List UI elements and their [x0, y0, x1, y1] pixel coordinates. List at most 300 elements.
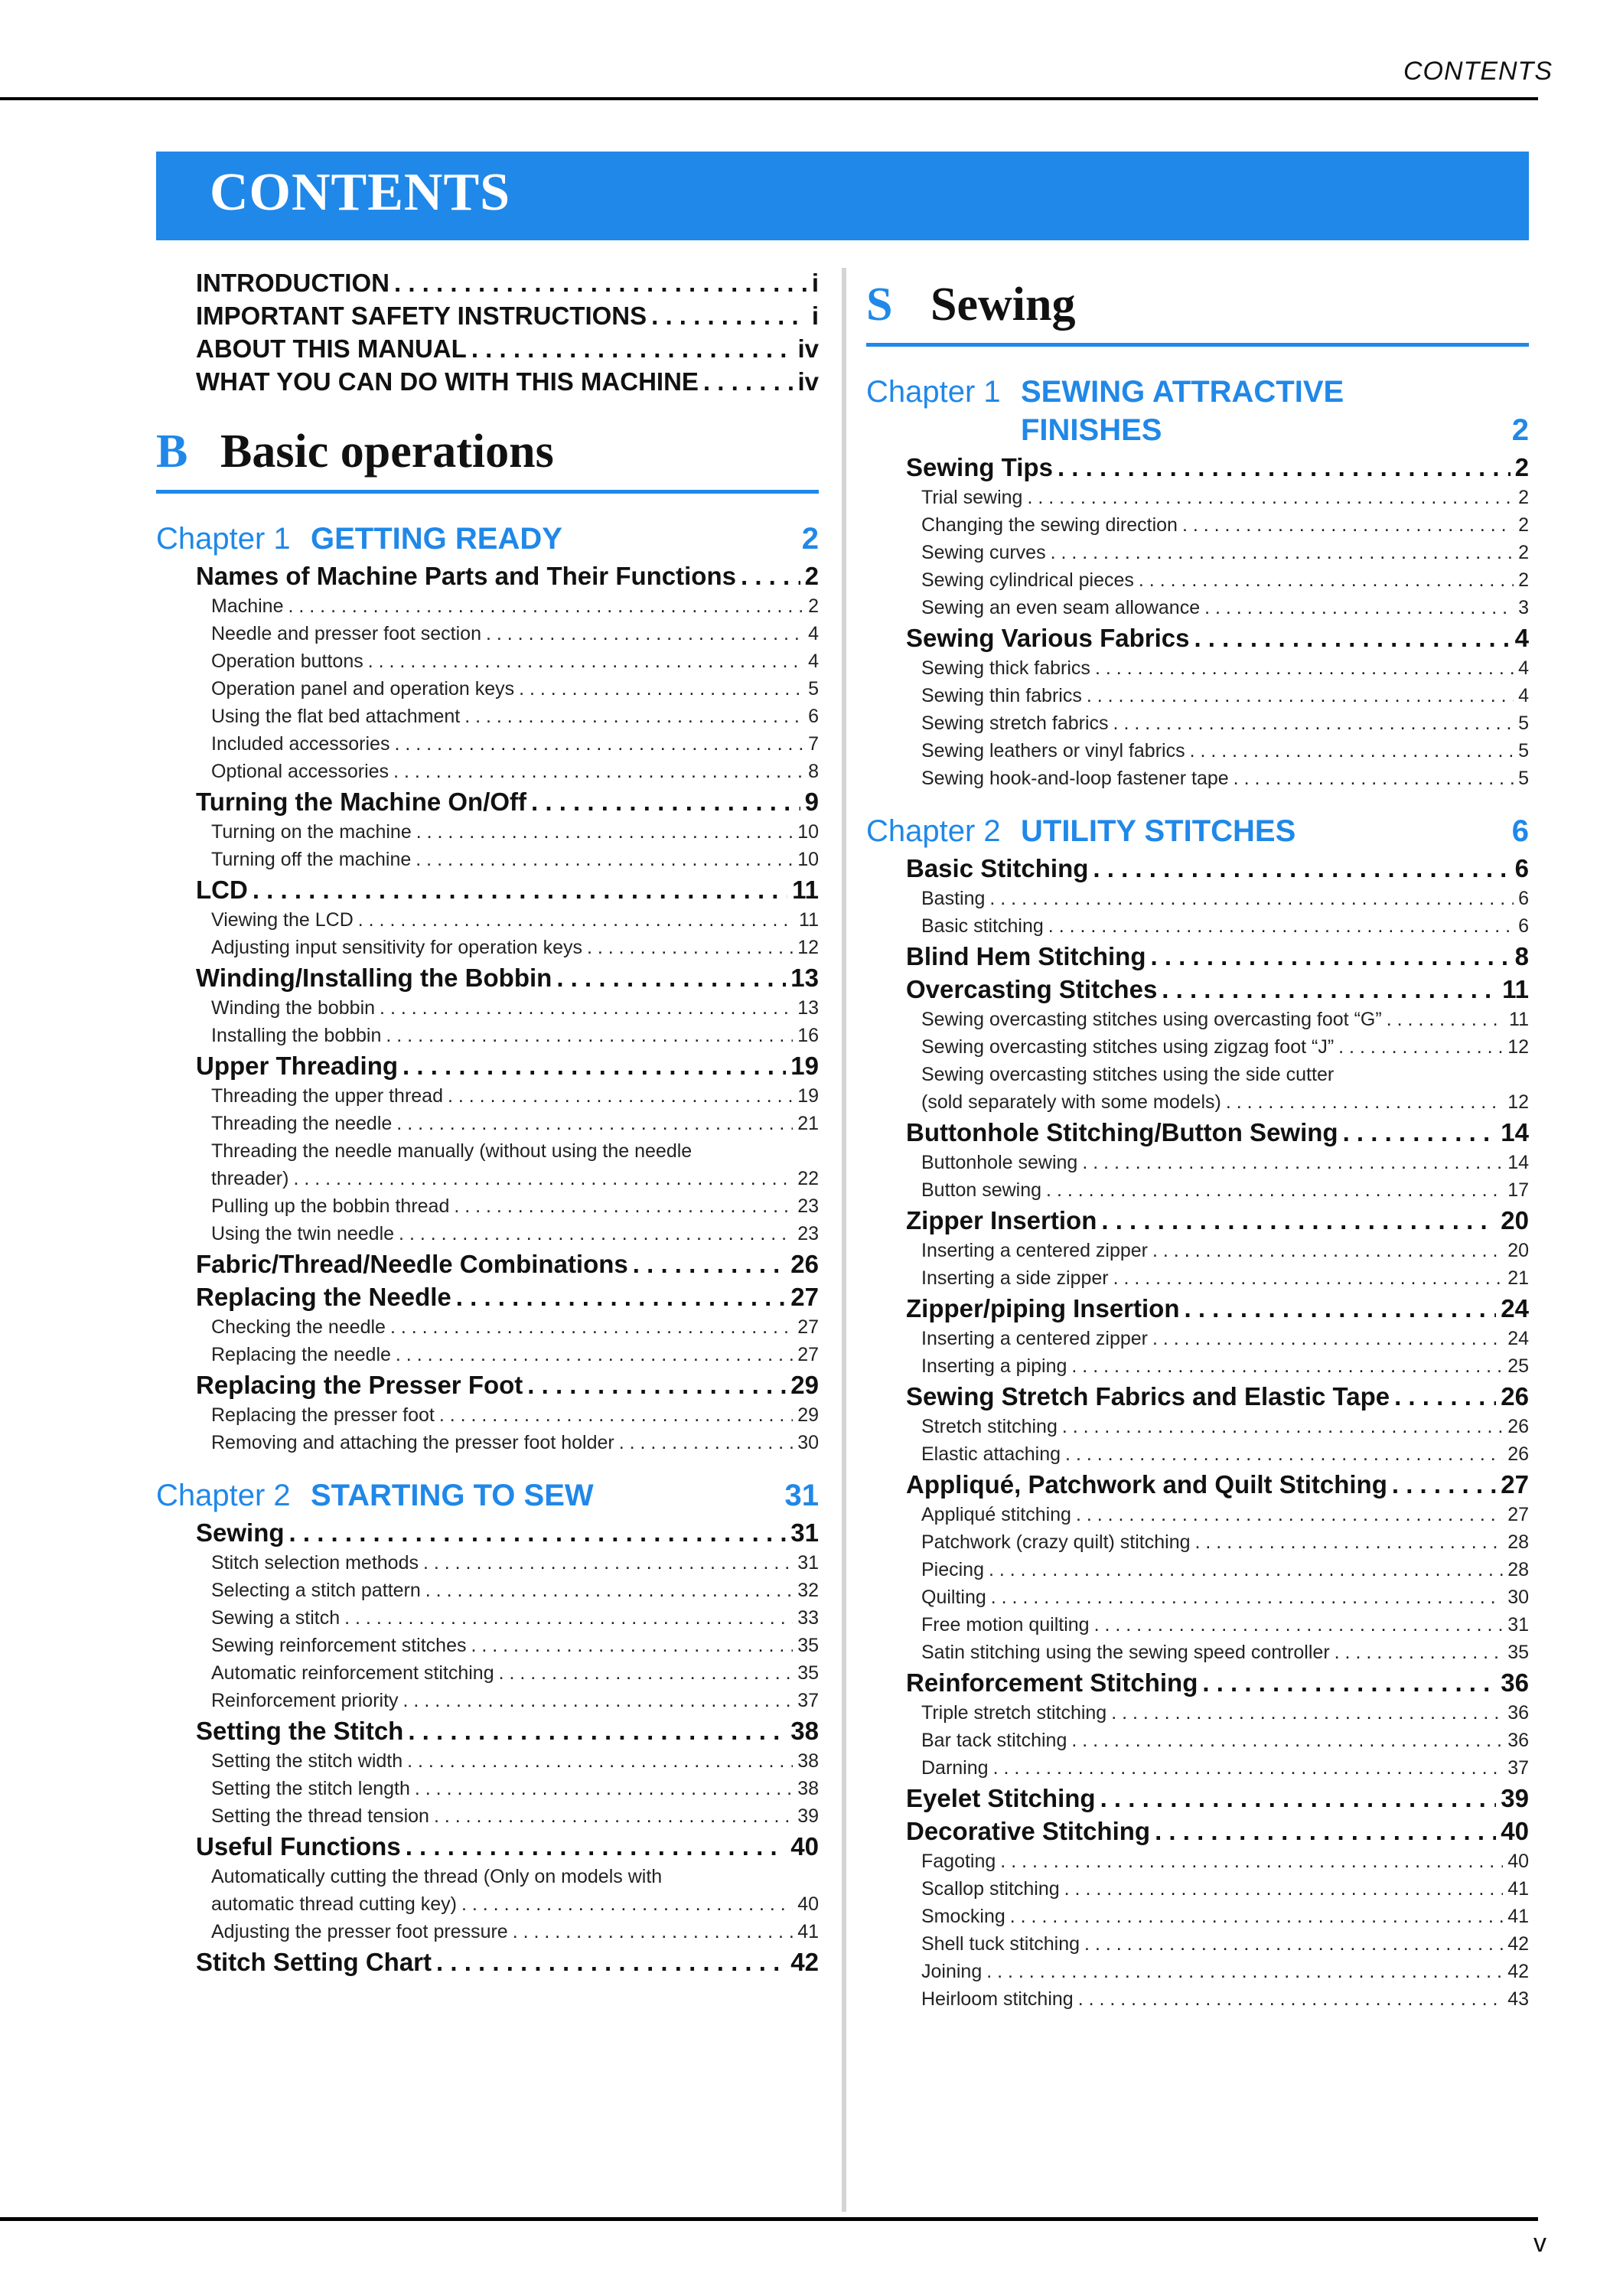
section-entry-page: 27 — [790, 1283, 819, 1311]
subsection-entry-page: 17 — [1507, 1179, 1529, 1201]
subsection-entry-title: Quilting — [921, 1587, 986, 1608]
section-entry-title: Winding/Installing the Bobbin — [196, 964, 552, 992]
leader-dots — [703, 365, 794, 398]
front-matter-entry-title: INTRODUCTION — [196, 269, 389, 297]
leader-dots — [402, 1049, 786, 1082]
section-entry-title: Sewing — [196, 1518, 285, 1547]
subsection-entry-title: Optional accessories — [211, 761, 389, 782]
front-matter-entry — [196, 299, 819, 332]
subsection-entry-page: 24 — [1507, 1328, 1529, 1349]
section-entry-title: Upper Threading — [196, 1052, 399, 1080]
subsection-entry — [921, 682, 1529, 709]
subsection-entry-title: Shell tuck stitching — [921, 1933, 1080, 1955]
subsection-entry-title: threader) — [211, 1168, 289, 1189]
section-entry-page: 26 — [1501, 1382, 1529, 1411]
section-entry — [906, 1468, 1529, 1501]
subsection-entry-page: 11 — [799, 909, 819, 931]
leader-dots — [1387, 1006, 1504, 1033]
leader-dots — [986, 1958, 1503, 1985]
chapter-heading — [156, 1476, 819, 1515]
subsection-entry-page: 27 — [797, 1344, 819, 1365]
subsection-entry-page: 41 — [797, 1921, 819, 1942]
subsection-entry-page: 40 — [1507, 1851, 1529, 1872]
subsection-entry — [921, 765, 1529, 792]
subsection-entry-page: 32 — [797, 1580, 819, 1601]
leader-dots — [1100, 1782, 1497, 1815]
section-entry-page: 39 — [1501, 1784, 1529, 1812]
leader-dots — [471, 1632, 793, 1659]
subsection-entry-title: Winding the bobbin — [211, 997, 376, 1019]
column-divider — [842, 268, 846, 2212]
subsection-entry-title: Basting — [921, 888, 986, 909]
section-entry — [196, 785, 819, 818]
subsection-entry-title: Adjusting the presser foot pressure — [211, 1921, 508, 1942]
leader-dots — [1392, 1468, 1496, 1501]
subsection-entry-page: 16 — [797, 1025, 819, 1046]
subsection-entry-page: 35 — [1507, 1642, 1529, 1663]
subsection-entry-title: Stitch selection methods — [211, 1552, 419, 1574]
subsection-entry-title: Elastic attaching — [921, 1443, 1061, 1465]
subsection-entry-page: 2 — [1518, 514, 1529, 536]
leader-dots — [293, 1165, 793, 1192]
leader-dots — [436, 1945, 786, 1978]
section-entry-title: Blind Hem Stitching — [906, 942, 1146, 970]
part-letter: S — [866, 278, 893, 331]
subsection-entry-page: 27 — [1507, 1504, 1529, 1525]
subsection-entry-page: 4 — [1518, 685, 1529, 706]
leader-dots — [1101, 1204, 1496, 1237]
leader-dots — [464, 703, 803, 730]
front-matter-entry — [196, 365, 819, 398]
section-entry-page: 8 — [1514, 942, 1529, 970]
subsection-entry-page: 8 — [808, 761, 819, 782]
subsection-entry-page: 42 — [1507, 1933, 1529, 1955]
subsection-entry-page: 2 — [1518, 487, 1529, 508]
subsection-entry — [211, 1429, 819, 1456]
section-entry-title: Sewing Various Fabrics — [906, 624, 1190, 652]
subsection-entry — [921, 484, 1529, 511]
subsection-entry-title: Sewing cylindrical pieces — [921, 569, 1134, 591]
subsection-entry-title: Installing the bobbin — [211, 1025, 382, 1046]
section-entry-page: 29 — [790, 1371, 819, 1399]
section-entry-title: Names of Machine Parts and Their Functions — [196, 562, 736, 590]
subsection-entry — [211, 1192, 819, 1220]
section-entry-page: 42 — [790, 1948, 819, 1976]
subsection-entry-page: 37 — [797, 1690, 819, 1711]
subsection-entry — [211, 1022, 819, 1049]
leader-dots — [1152, 1325, 1503, 1352]
subsection-entry-page: 22 — [797, 1168, 819, 1189]
subsection-entry-page: 4 — [808, 651, 819, 672]
subsection-entry-page: 29 — [797, 1404, 819, 1426]
subsection-entry-title: Changing the sewing direction — [921, 514, 1178, 536]
part-heading — [866, 266, 1529, 347]
subsection-entry — [211, 906, 819, 934]
subsection-entry — [211, 1604, 819, 1632]
section-entry — [906, 1204, 1529, 1237]
leader-dots — [1202, 1666, 1496, 1699]
section-entry-page: 19 — [790, 1052, 819, 1080]
subsection-entry-title: Replacing the needle — [211, 1344, 391, 1365]
section-entry-title: Sewing Stretch Fabrics and Elastic Tape — [906, 1382, 1390, 1411]
leader-dots — [408, 1714, 786, 1747]
subsection-entry — [921, 566, 1529, 594]
subsection-entry-page: 4 — [808, 623, 819, 644]
section-entry-title: Overcasting Stitches — [906, 975, 1158, 1003]
subsection-entry-title: (sold separately with some models) — [921, 1091, 1221, 1113]
section-entry-title: Fabric/Thread/Needle Combinations — [196, 1250, 628, 1278]
leader-dots — [415, 1775, 793, 1802]
chapter-number: Chapter 1 — [866, 375, 1001, 409]
subsection-entry-page: 13 — [797, 997, 819, 1019]
front-matter-entry-page: i — [811, 269, 819, 297]
subsection-entry-title: Checking the needle — [211, 1316, 386, 1338]
subsection-entry — [921, 1699, 1529, 1727]
leader-dots — [394, 266, 807, 299]
subsection-entry-title: Buttonhole sewing — [921, 1152, 1078, 1173]
section-entry — [196, 1830, 819, 1863]
subsection-entry — [211, 1918, 819, 1945]
leader-dots — [288, 592, 804, 620]
subsection-entry — [921, 1754, 1529, 1782]
leader-dots — [1113, 709, 1514, 737]
subsection-entry-page: 41 — [1507, 1878, 1529, 1900]
chapter-number: Chapter 2 — [156, 1479, 291, 1512]
subsection-entry — [211, 1549, 819, 1577]
subsection-entry-page: 5 — [1518, 740, 1529, 762]
chapter-heading — [866, 812, 1529, 850]
subsection-entry — [921, 1352, 1529, 1380]
part-heading — [156, 413, 819, 494]
leader-dots — [344, 1604, 793, 1632]
subsection-entry — [921, 1875, 1529, 1903]
leader-dots — [1010, 1903, 1503, 1930]
subsection-entry — [211, 1220, 819, 1247]
leader-dots — [1064, 1875, 1504, 1903]
subsection-entry — [921, 1264, 1529, 1292]
leader-dots — [1071, 1727, 1503, 1754]
subsection-entry — [211, 1341, 819, 1368]
subsection-entry-page: 25 — [1507, 1355, 1529, 1377]
subsection-entry — [921, 1149, 1529, 1176]
section-entry-title: LCD — [196, 876, 248, 904]
subsection-entry-title: Sewing overcasting stitches using zigzag foot “J” — [921, 1036, 1335, 1058]
leader-dots — [471, 332, 794, 365]
section-entry — [906, 1292, 1529, 1325]
section-entry — [906, 852, 1529, 885]
subsection-entry-page: 7 — [808, 733, 819, 755]
section-entry — [906, 1380, 1529, 1413]
subsection-entry-page: 23 — [797, 1223, 819, 1244]
leader-dots — [416, 818, 793, 846]
leader-dots — [513, 1918, 793, 1945]
subsection-entry-title: Sewing reinforcement stitches — [211, 1635, 467, 1656]
chapter-heading — [156, 520, 819, 558]
section-entry-page: 31 — [790, 1518, 819, 1547]
subsection-entry-page: 28 — [1507, 1559, 1529, 1580]
section-entry — [196, 1945, 819, 1978]
section-entry-title: Basic Stitching — [906, 854, 1089, 882]
subsection-entry-page: 33 — [797, 1607, 819, 1629]
subsection-entry-title: Removing and attaching the presser foot holder — [211, 1432, 614, 1453]
subsection-entry-title: automatic thread cutting key) — [211, 1893, 457, 1915]
section-entry-title: Zipper/piping Insertion — [906, 1294, 1180, 1322]
section-entry-page: 27 — [1501, 1470, 1529, 1499]
leader-dots — [531, 785, 800, 818]
leader-dots — [439, 1401, 793, 1429]
subsection-entry-title: Bar tack stitching — [921, 1730, 1067, 1751]
leader-dots — [368, 647, 803, 675]
part-title: Sewing — [930, 278, 1076, 331]
subsection-entry-title: Inserting a centered zipper — [921, 1328, 1149, 1349]
leader-dots — [1139, 566, 1514, 594]
subsection-entry — [921, 1176, 1529, 1204]
subsection-entry — [921, 912, 1529, 940]
section-entry-page: 2 — [1514, 453, 1529, 481]
subsection-entry-title: Triple stretch stitching — [921, 1702, 1107, 1724]
subsection-entry-page: 12 — [1507, 1091, 1529, 1113]
subsection-entry-title: Basic stitching — [921, 915, 1044, 937]
front-matter-entry-title: IMPORTANT SAFETY INSTRUCTIONS — [196, 302, 647, 330]
leader-dots — [1082, 1149, 1503, 1176]
subsection-entry-title: Darning — [921, 1757, 989, 1779]
subsection-entry-title: Heirloom stitching — [921, 1988, 1074, 2010]
subsection-entry — [921, 1985, 1529, 2013]
section-entry — [906, 1782, 1529, 1815]
leader-dots — [1065, 1440, 1503, 1468]
subsection-entry — [921, 1903, 1529, 1930]
leader-dots — [1111, 1699, 1503, 1727]
section-entry-title: Turning the Machine On/Off — [196, 788, 527, 816]
running-header: CONTENTS — [1403, 57, 1553, 86]
subsection-entry-page: 10 — [797, 821, 819, 843]
chapter-title: UTILITY STITCHES — [1021, 814, 1296, 848]
subsection-entry-page: 5 — [808, 678, 819, 700]
subsection-entry — [211, 703, 819, 730]
leader-dots — [456, 1280, 787, 1313]
subsection-entry-title: Sewing an even seam allowance — [921, 597, 1201, 618]
subsection-entry-title: Included accessories — [211, 733, 390, 755]
bottom-rule — [0, 2217, 1538, 2221]
chapter-title: STARTING TO SEW — [311, 1479, 594, 1512]
subsection-entry-title: Threading the needle — [211, 1113, 393, 1134]
section-entry-title: Replacing the Needle — [196, 1283, 451, 1311]
leader-dots — [1027, 484, 1514, 511]
section-entry-page: 14 — [1501, 1118, 1529, 1146]
leader-dots — [407, 1747, 793, 1775]
leader-dots — [396, 1110, 793, 1137]
leader-dots — [434, 1802, 793, 1830]
chapter-page: 31 — [784, 1479, 819, 1512]
subsection-entry — [921, 1727, 1529, 1754]
banner-title: CONTENTS — [210, 163, 511, 222]
subsection-entry-page: 6 — [1518, 888, 1529, 909]
section-entry — [906, 940, 1529, 973]
chapter-number: Chapter 1 — [156, 522, 291, 556]
subsection-entry — [921, 654, 1529, 682]
leader-dots — [1194, 621, 1510, 654]
subsection-entry-title: Needle and presser foot section — [211, 623, 481, 644]
subsection-entry-page: 43 — [1507, 1988, 1529, 2010]
subsection-entry — [211, 1401, 819, 1429]
section-entry-page: 11 — [792, 876, 819, 904]
leader-dots — [486, 620, 803, 647]
subsection-entry-page: 30 — [797, 1432, 819, 1453]
leader-dots — [1113, 1264, 1504, 1292]
subsection-entry — [211, 994, 819, 1022]
subsection-entry — [211, 1802, 819, 1830]
subsection-entry-page: 6 — [808, 706, 819, 727]
top-rule — [0, 97, 1538, 100]
subsection-entry-page: 42 — [1507, 1961, 1529, 1982]
subsection-entry-title: Machine — [211, 595, 284, 617]
leader-dots — [454, 1192, 793, 1220]
subsection-entry — [211, 592, 819, 620]
section-entry-title: Decorative Stitching — [906, 1817, 1151, 1845]
subsection-entry — [921, 885, 1529, 912]
leader-dots — [399, 1220, 793, 1247]
chapter-page: 6 — [1511, 814, 1529, 848]
subsection-entry: Sewing overcasting stitches using the side cutter — [921, 1064, 1335, 1085]
subsection-entry — [921, 1501, 1529, 1528]
subsection-entry-title: Replacing the presser foot — [211, 1404, 435, 1426]
subsection-entry-title: Scallop stitching — [921, 1878, 1060, 1900]
subsection-entry-page: 35 — [797, 1662, 819, 1684]
section-entry-title: Replacing the Presser Foot — [196, 1371, 523, 1399]
subsection-entry-title: Smocking — [921, 1906, 1005, 1927]
subsection-entry-title: Free motion quilting — [921, 1614, 1090, 1636]
subsection-entry — [211, 1775, 819, 1802]
subsection-entry — [921, 1848, 1529, 1875]
subsection-entry-page: 26 — [1507, 1443, 1529, 1465]
section-entry — [196, 1714, 819, 1747]
subsection-entry-title: Stretch stitching — [921, 1416, 1058, 1437]
leader-dots — [1095, 654, 1514, 682]
subsection-entry — [921, 594, 1529, 621]
subsection-entry — [921, 1440, 1529, 1468]
leader-dots — [386, 1022, 793, 1049]
subsection-entry — [921, 1033, 1529, 1061]
subsection-entry — [211, 1659, 819, 1687]
chapter-title: GETTING READY — [311, 522, 562, 556]
leader-dots — [396, 1341, 793, 1368]
subsection-entry — [921, 709, 1529, 737]
subsection-entry-page: 37 — [1507, 1757, 1529, 1779]
subsection-entry-title: Setting the stitch width — [211, 1750, 403, 1772]
subsection-entry-page: 20 — [1507, 1240, 1529, 1261]
leader-dots — [390, 1313, 793, 1341]
section-entry-title: Sewing Tips — [906, 453, 1053, 481]
section-entry — [196, 961, 819, 994]
subsection-entry-title: Threading the upper thread — [211, 1085, 443, 1107]
section-entry — [196, 559, 819, 592]
subsection-entry-title: Sewing hook-and-loop fastener tape — [921, 768, 1229, 789]
subsection-entry-page: 12 — [797, 937, 819, 958]
leader-dots — [1078, 1985, 1504, 2013]
leader-dots — [1093, 852, 1510, 885]
subsection-entry — [211, 620, 819, 647]
subsection-entry — [211, 1165, 819, 1192]
leader-dots — [1046, 1176, 1503, 1204]
subsection-entry-title: Sewing curves — [921, 542, 1046, 563]
section-entry-title: Useful Functions — [196, 1832, 401, 1861]
page-number: v — [1533, 2229, 1546, 2258]
subsection-entry-page: 40 — [797, 1893, 819, 1915]
leader-dots — [1062, 1413, 1503, 1440]
subsection-entry: Automatically cutting the thread (Only on models with — [211, 1866, 663, 1887]
section-entry — [196, 873, 819, 906]
section-entry-page: 4 — [1514, 624, 1529, 652]
section-entry-page: 26 — [790, 1250, 819, 1278]
chapter-page: 2 — [801, 522, 819, 556]
subsection-entry-title: Operation buttons — [211, 651, 363, 672]
subsection-entry-page: 31 — [797, 1552, 819, 1574]
leader-dots — [556, 961, 786, 994]
section-entry-title: Eyelet Stitching — [906, 1784, 1096, 1812]
leader-dots — [633, 1247, 787, 1280]
section-entry-page: 20 — [1501, 1206, 1529, 1234]
section-entry-page: 13 — [790, 964, 819, 992]
leader-dots — [253, 873, 787, 906]
leader-dots — [1071, 1352, 1503, 1380]
subsection-entry-title: Sewing leathers or vinyl fabrics — [921, 740, 1185, 762]
subsection-entry-title: Patchwork (crazy quilt) stitching — [921, 1531, 1191, 1553]
section-entry-page: 38 — [790, 1717, 819, 1745]
leader-dots — [619, 1429, 793, 1456]
chapter-page: 2 — [1511, 413, 1529, 447]
subsection-entry-title: Setting the thread tension — [211, 1805, 429, 1827]
subsection-entry-page: 6 — [1518, 915, 1529, 937]
leader-dots — [380, 994, 793, 1022]
front-matter-entry-page: iv — [797, 367, 819, 396]
section-entry-page: 11 — [1502, 975, 1529, 1003]
section-entry — [906, 1666, 1529, 1699]
part-letter: B — [156, 425, 188, 478]
section-entry-page: 2 — [804, 562, 819, 590]
subsection-entry-title: Satin stitching using the sewing speed controller — [921, 1642, 1330, 1663]
subsection-entry-title: Inserting a centered zipper — [921, 1240, 1149, 1261]
leader-dots — [1226, 1088, 1503, 1116]
leader-dots — [1151, 940, 1511, 973]
subsection-entry-page: 38 — [797, 1778, 819, 1799]
leader-dots — [989, 885, 1514, 912]
subsection-entry-title: Reinforcement priority — [211, 1690, 399, 1711]
subsection-entry — [211, 1747, 819, 1775]
section-entry-title: Appliqué, Patchwork and Quilt Stitching — [906, 1470, 1387, 1499]
leader-dots — [425, 1577, 793, 1604]
leader-dots — [989, 1556, 1503, 1583]
leader-dots — [1185, 1292, 1497, 1325]
subsection-entry — [211, 1110, 819, 1137]
leader-dots — [1155, 1815, 1496, 1848]
subsection-entry-title: Sewing stretch fabrics — [921, 713, 1109, 734]
subsection-entry — [211, 1632, 819, 1659]
subsection-entry-page: 14 — [1507, 1152, 1529, 1173]
subsection-entry — [921, 1583, 1529, 1611]
subsection-entry-title: Sewing thin fabrics — [921, 685, 1082, 706]
leader-dots — [499, 1659, 794, 1687]
subsection-entry-page: 3 — [1518, 597, 1529, 618]
leader-dots — [394, 730, 803, 758]
subsection-entry-title: Button sewing — [921, 1179, 1042, 1201]
subsection-entry — [921, 1930, 1529, 1958]
subsection-entry-page: 31 — [1507, 1614, 1529, 1636]
leader-dots — [1234, 765, 1514, 792]
section-entry-page: 6 — [1514, 854, 1529, 882]
subsection-entry-page: 28 — [1507, 1531, 1529, 1553]
subsection-entry-title: Turning on the machine — [211, 821, 412, 843]
leader-dots — [993, 1754, 1504, 1782]
